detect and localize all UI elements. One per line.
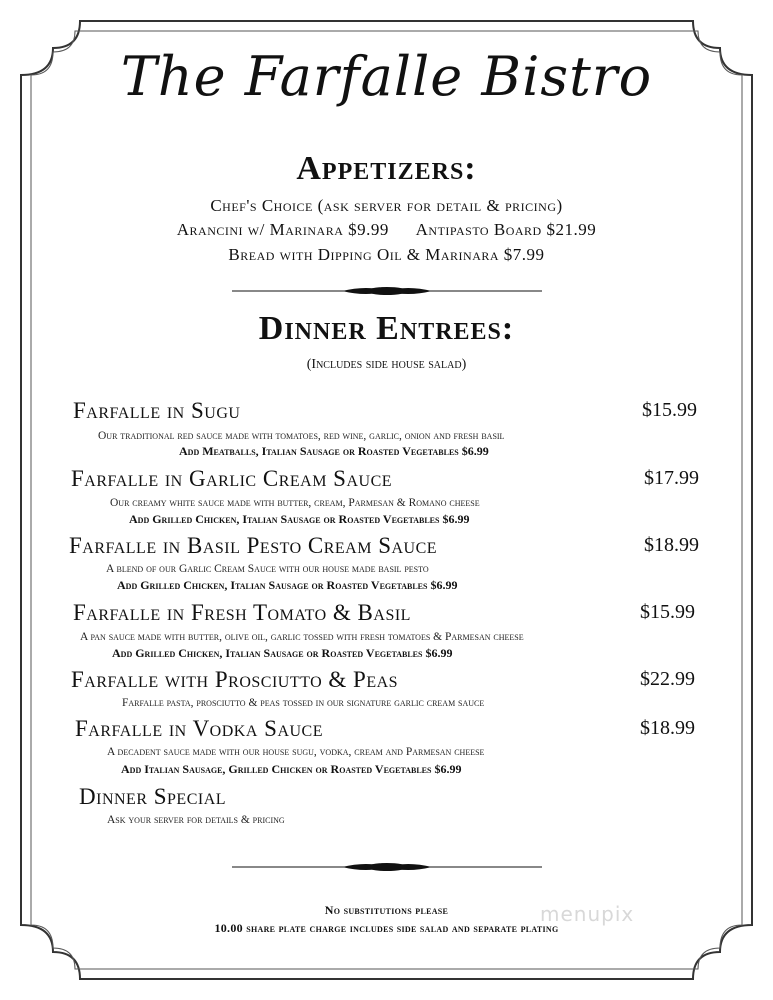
entree-name: Farfalle in Vodka Sauce (75, 716, 323, 741)
entree-name-dinner-special: Dinner Special (79, 784, 227, 809)
share-plate-note: 10.00 share plate charge includes side salad and separate plating (214, 921, 559, 935)
entree-addon: Add Grilled Chicken, Italian Sausage or Roasted Vegetables $6.99 (112, 646, 453, 660)
entree-description-dinner-special: Ask your server for details & pricing (107, 814, 285, 826)
entree-name: Farfalle in Garlic Cream Sauce (71, 466, 393, 491)
entree-price: $22.99 (640, 668, 695, 690)
entree-name: Farfalle with Prosciutto & Peas (71, 667, 399, 692)
entree-description: Farfalle pasta, prosciutto & peas tossed in our signature garlic cream sauce (122, 697, 485, 709)
entree-price: $18.99 (644, 534, 699, 556)
ornamental-divider (232, 860, 542, 874)
entree-addon: Add Grilled Chicken, Italian Sausage or Roasted Vegetables $6.99 (117, 578, 458, 592)
appetizer-line-chefs-choice: Chef's Choice (ask server for detail & pricing) (210, 196, 563, 215)
appetizers-heading: Appetizers: (296, 150, 477, 187)
entree-price: $17.99 (644, 467, 699, 489)
entree-name: Farfalle in Sugu (73, 398, 241, 423)
appetizer-line-arancini-antipasto (0, 220, 773, 240)
ornamental-divider (232, 284, 542, 298)
entrees-note: (Includes side house salad) (306, 357, 467, 372)
entree-price: $15.99 (642, 399, 697, 421)
entree-addon: Add Italian Sausage, Grilled Chicken or Roasted Vegetables $6.99 (121, 762, 462, 776)
entree-addon: Add Grilled Chicken, Italian Sausage or Roasted Vegetables $6.99 (129, 512, 470, 526)
entree-description: A decadent sauce made with our house sugu, vodka, cream and Parmesan cheese (107, 746, 485, 758)
entree-description: Our creamy white sauce made with butter, cream, Parmesan & Romano cheese (110, 497, 480, 509)
appetizer-arancini: Arancini w/ Marinara $9.99 (176, 220, 389, 239)
appetizer-antipasto: Antipasto Board $21.99 (415, 220, 597, 239)
entree-price: $15.99 (640, 601, 695, 623)
entree-addon: Add Meatballs, Italian Sausage or Roasted Vegetables $6.99 (179, 444, 489, 458)
entree-name: Farfalle in Basil Pesto Cream Sauce (69, 533, 438, 558)
entrees-heading: Dinner Entrees: (258, 310, 515, 347)
entree-price: $18.99 (640, 717, 695, 739)
appetizer-line-bread: Bread with Dipping Oil & Marinara $7.99 (228, 245, 545, 264)
entree-name: Farfalle in Fresh Tomato & Basil (73, 600, 411, 625)
entree-description: Our traditional red sauce made with tomatoes, red wine, garlic, onion and fresh basil (98, 430, 505, 442)
watermark-text: menupix (540, 902, 635, 926)
entree-description: A pan sauce made with butter, olive oil, garlic tossed with fresh tomatoes & Parmesan cheese (80, 631, 524, 643)
entree-description: A blend of our Garlic Cream Sauce with our house made basil pesto (106, 563, 429, 575)
no-substitutions-note: No substitutions please (324, 903, 449, 917)
restaurant-title: The Farfalle Bistro (120, 45, 653, 108)
